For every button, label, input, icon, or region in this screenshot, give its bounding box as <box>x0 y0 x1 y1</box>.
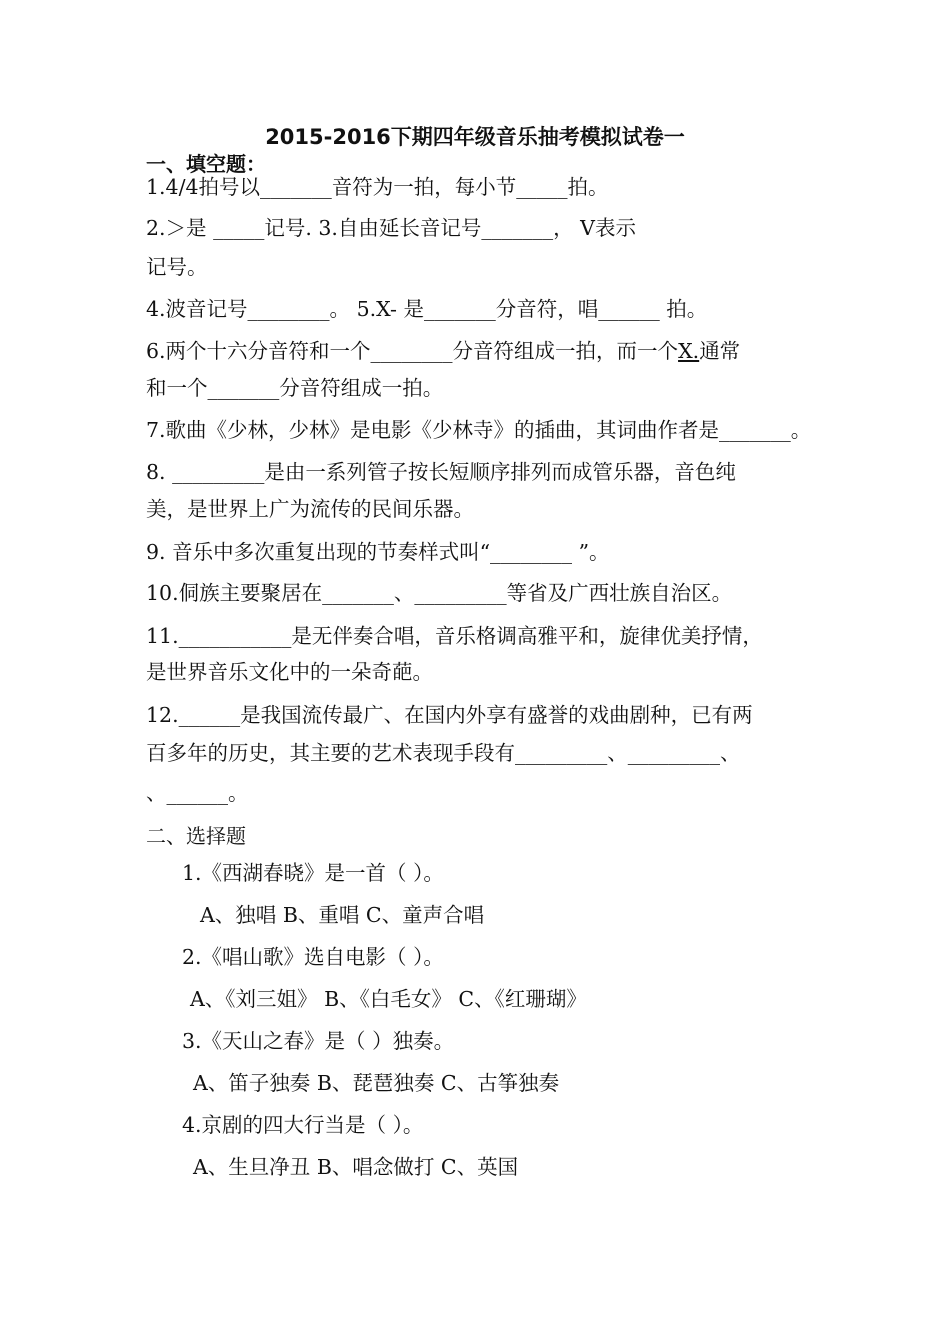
question-8: 8. _________是由一系列管子按长短顺序排列而成管乐器，音色纯 <box>146 460 736 484</box>
question-11: 11.___________是无伴奏合唱，音乐格调高雅平和，旋律优美抒情， <box>146 624 763 648</box>
question-6-text: 6.两个十六分音符和一个________分音符组成一拍，而一个 <box>146 339 679 363</box>
question-9: 9. 音乐中多次重复出现的节奏样式叫“________ ”。 <box>146 540 610 564</box>
choice-options-3: A、笛子独奏 B、琵琶独奏 C、古筝独奏 <box>193 1071 560 1095</box>
choice-options-2: A、《刘三姐》 B、《白毛女》 C、《红珊瑚》 <box>190 987 587 1011</box>
choice-question-3: 3.《天山之春》是（ ）独奏。 <box>182 1029 455 1053</box>
question-1: 1.4/4拍号以_______音符为一拍，每小节_____拍。 <box>146 175 609 199</box>
question-12-continued: 百多年的历史，其主要的艺术表现手段有_________、_________、 <box>146 741 741 765</box>
question-6-continued: 和一个_______分音符组成一拍。 <box>146 376 444 400</box>
question-10: 10.侗族主要聚居在_______、_________等省及广西壮族自治区。 <box>146 581 733 605</box>
section-heading-choice: 二、选择题 <box>146 824 246 848</box>
question-4-5: 4.波音记号________。 5.X- 是_______分音符，唱______ 拍。 <box>146 297 708 321</box>
question-6-text-tail: 通常 <box>699 339 741 363</box>
choice-question-2: 2.《唱山歌》选自电影（ ）。 <box>182 945 444 969</box>
choice-options-1: A、独唱 B、重唱 C、童声合唱 <box>200 903 485 927</box>
choice-question-4: 4.京剧的四大行当是（ ）。 <box>182 1113 424 1137</box>
question-2-3: 2.＞是 _____记号. 3.自由延长音记号_______， V表示 <box>146 216 636 240</box>
question-8-continued: 美，是世界上广为流传的民间乐器。 <box>146 497 474 521</box>
choice-question-1: 1.《西湖春晓》是一首（ ）。 <box>182 861 444 885</box>
section-heading-fill-in: 一、填空题： <box>146 152 266 176</box>
question-11-continued: 是世界音乐文化中的一朵奇葩。 <box>146 660 433 684</box>
question-6 <box>146 341 740 362</box>
question-7: 7.歌曲《少林，少林》是电影《少林寺》的插曲，其词曲作者是_______。 <box>146 418 812 442</box>
question-3-continued: 记号。 <box>146 255 208 279</box>
choice-options-4: A、生旦净丑 B、唱念做打 C、英国 <box>193 1155 519 1179</box>
dotted-note-symbol: X. <box>678 339 700 363</box>
page-title: 2015-2016下期四年级音乐抽考模拟试卷一 <box>265 125 685 149</box>
question-12: 12.______是我国流传最广、在国内外享有盛誉的戏曲剧种，已有两 <box>146 703 753 727</box>
question-12-end: 、______。 <box>146 781 249 805</box>
